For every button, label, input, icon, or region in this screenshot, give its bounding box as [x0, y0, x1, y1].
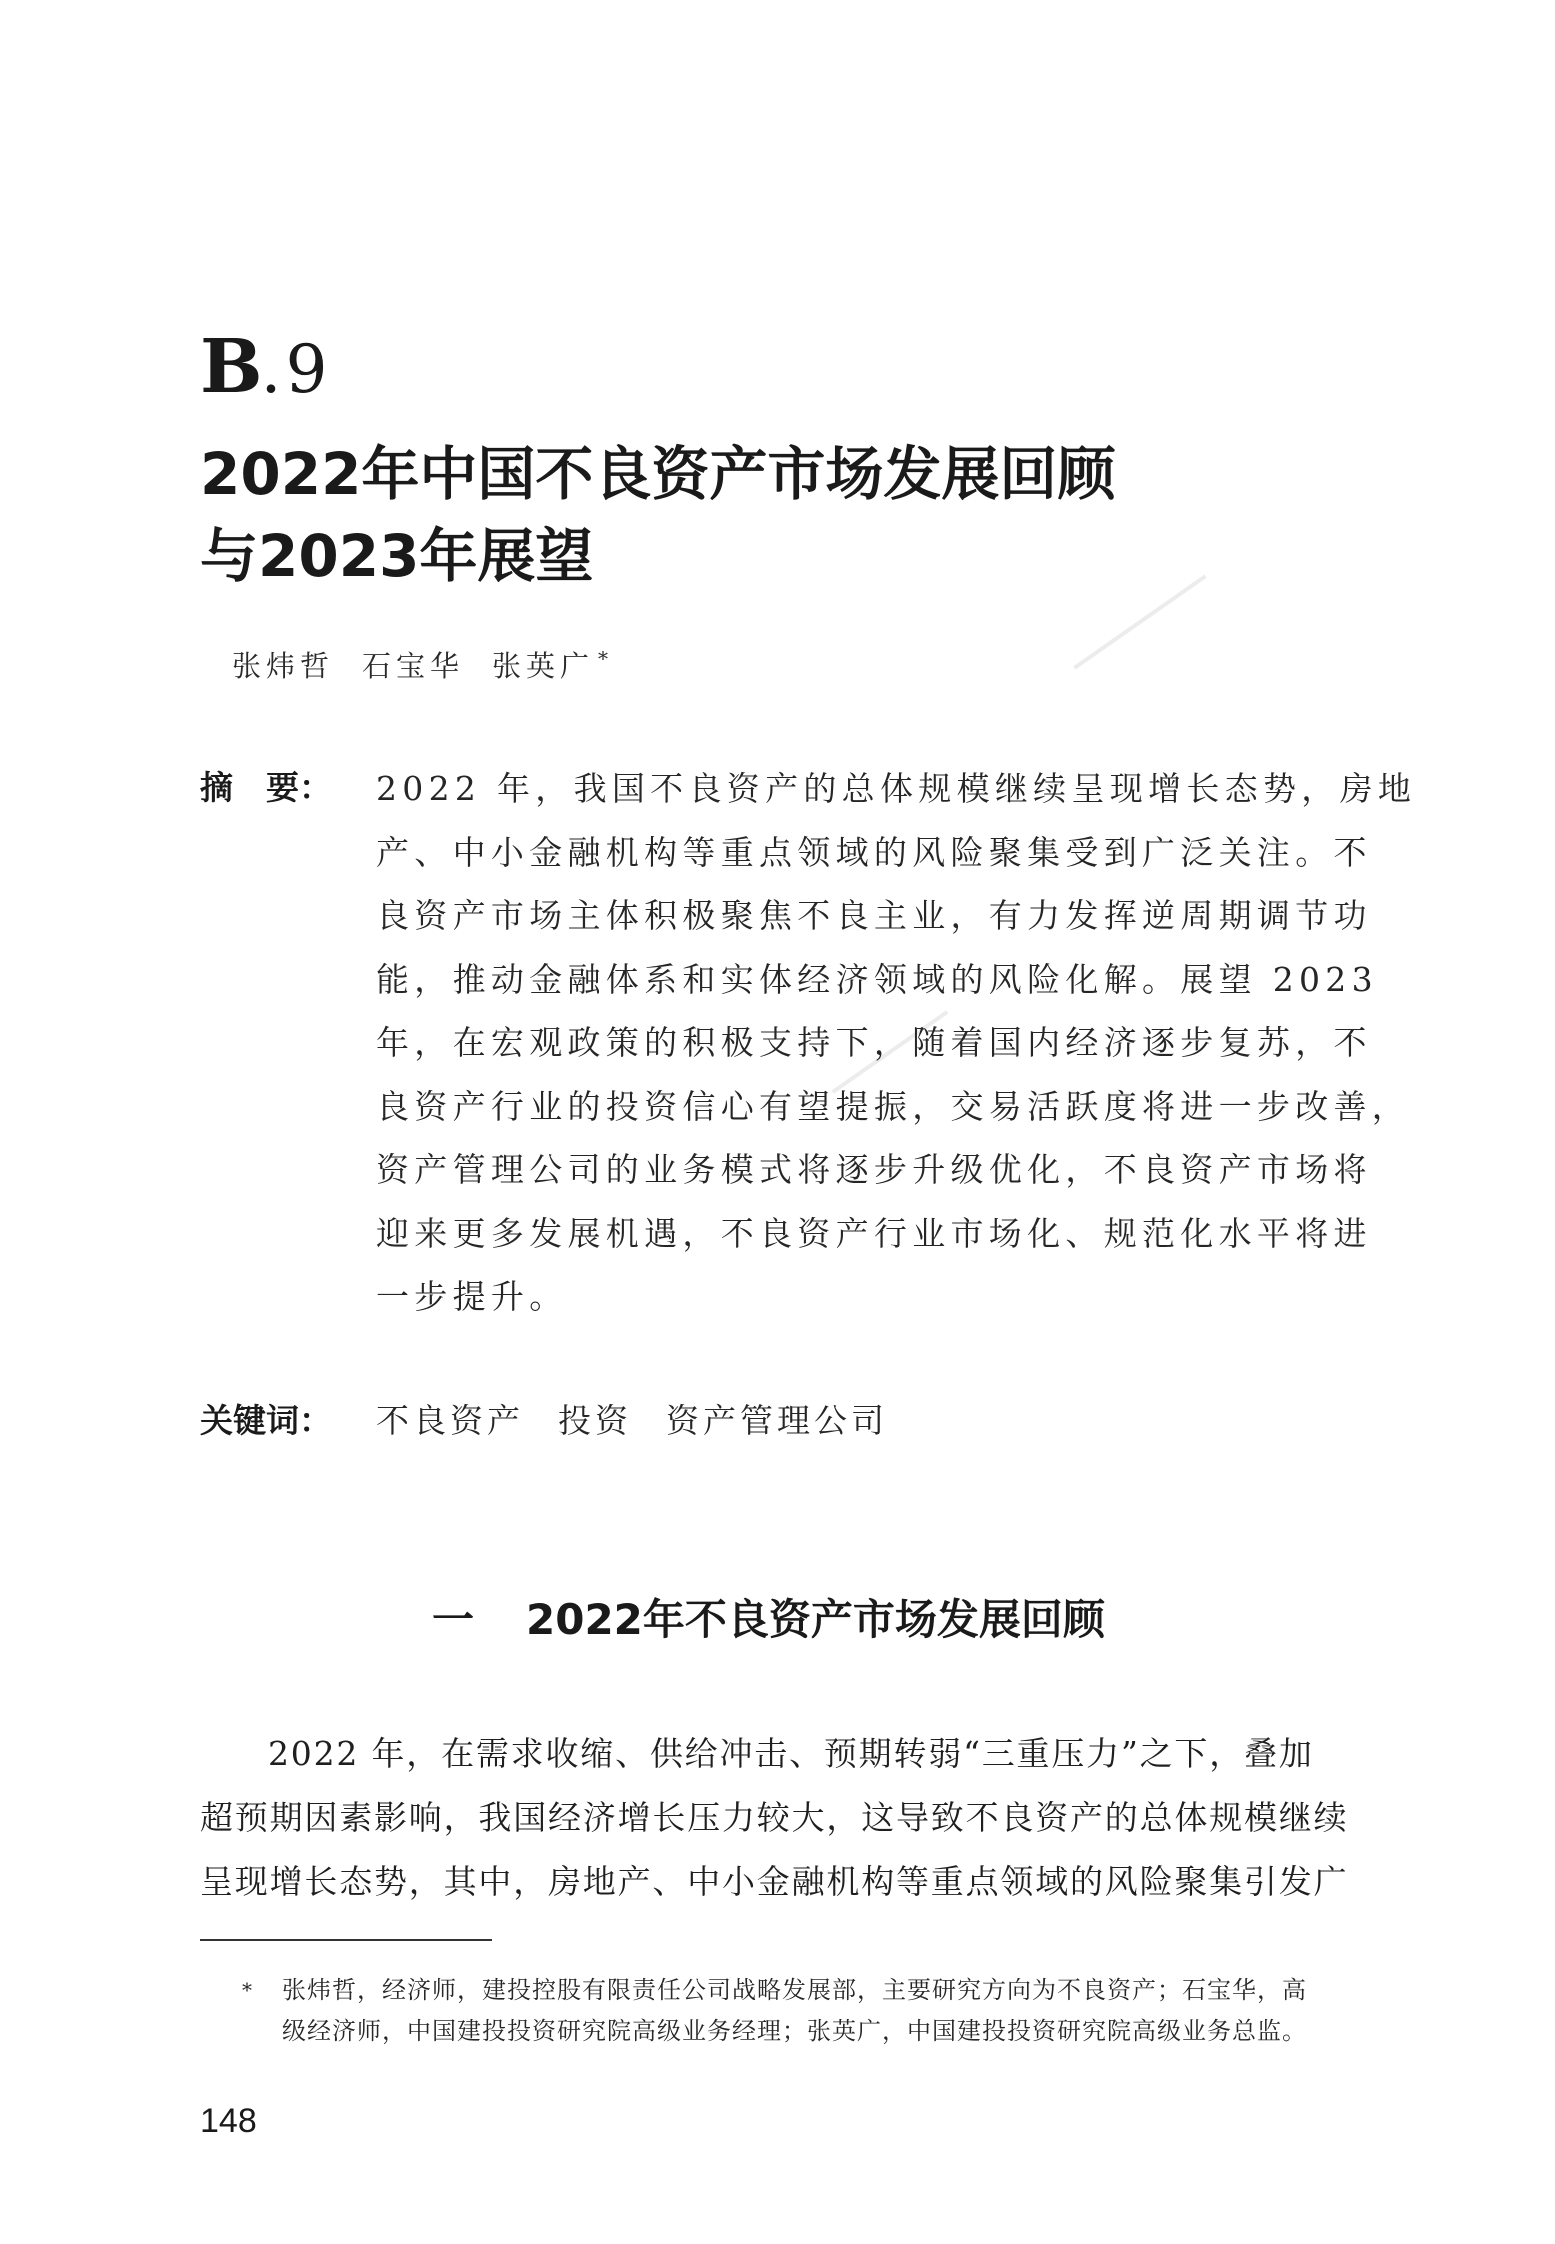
section-title: 2022年不良资产市场发展回顾	[526, 1595, 1105, 1644]
footnote-line: 级经济师，中国建投投资研究院高级业务经理；张英广，中国建投投资研究院高级业务总监。	[282, 2017, 1307, 2045]
abstract-line: 年，在宏观政策的积极支持下，随着国内经济逐步复苏，不	[376, 1023, 1372, 1062]
keyword: 不良资产	[376, 1401, 524, 1440]
abstract-line: 2022 年，我国不良资产的总体规模继续呈现增长态势，房地	[376, 769, 1417, 808]
keyword: 资产管理公司	[666, 1401, 888, 1440]
footnote-rule	[200, 1939, 492, 1941]
author-3: 张英广	[492, 649, 595, 683]
title-line-2: 与2023年展望	[200, 522, 594, 590]
abstract-line: 良资产市场主体积极聚焦不良主业，有力发挥逆周期调节功	[376, 896, 1372, 935]
abstract-line: 资产管理公司的业务模式将逐步升级优化，不良资产市场将	[376, 1150, 1372, 1189]
title-line-1: 2022年中国不良资产市场发展回顾	[200, 440, 1116, 508]
keywords-label: 关键词：	[200, 1401, 332, 1440]
abstract-line: 迎来更多发展机遇，不良资产行业市场化、规范化水平将进	[376, 1213, 1372, 1253]
author-2: 石宝华	[362, 649, 465, 683]
body-line: 呈现增长态势，其中，房地产、中小金融机构等重点领域的风险聚集引发广	[200, 1862, 1349, 1901]
section-heading	[432, 1587, 1105, 1647]
keywords-list	[376, 1395, 922, 1442]
footnote	[242, 1970, 1362, 2052]
section-number: 一	[432, 1595, 475, 1644]
footnote-marker: *	[242, 1978, 253, 2002]
body-text	[200, 1722, 1360, 1914]
abstract-label: 摘 要：	[200, 768, 332, 807]
body-line: 超预期因素影响，我国经济增长压力较大，这导致不良资产的总体规模继续	[200, 1798, 1349, 1837]
authors	[232, 644, 613, 685]
chapter-letter: B	[200, 324, 261, 410]
footnote-line: 张炜哲，经济师，建投控股有限责任公司战略发展部，主要研究方向为不良资产；石宝华，高	[282, 1976, 1307, 2004]
watermark-mark	[1073, 574, 1206, 669]
abstract-line: 能，推动金融体系和实体经济领域的风险化解。展望 2023	[376, 959, 1378, 999]
abstract-line: 产、中小金融机构等重点领域的风险聚集受到广泛关注。不	[376, 832, 1372, 872]
chapter-number: .9	[260, 331, 332, 408]
chapter-mark	[200, 324, 332, 410]
abstract-line: 一步提升。	[376, 1277, 568, 1316]
body-line: 2022 年，在需求收缩、供给冲击、预期转弱“三重压力”之下，叠加	[268, 1734, 1314, 1773]
page-number: 148	[200, 2102, 257, 2140]
author-footnote-marker: *	[598, 646, 614, 671]
abstract-line: 良资产行业的投资信心有望提振，交易活跃度将进一步改善，	[376, 1086, 1411, 1126]
keyword: 投资	[558, 1401, 632, 1440]
author-1: 张炜哲	[232, 649, 335, 683]
abstract-text	[376, 757, 1417, 1329]
